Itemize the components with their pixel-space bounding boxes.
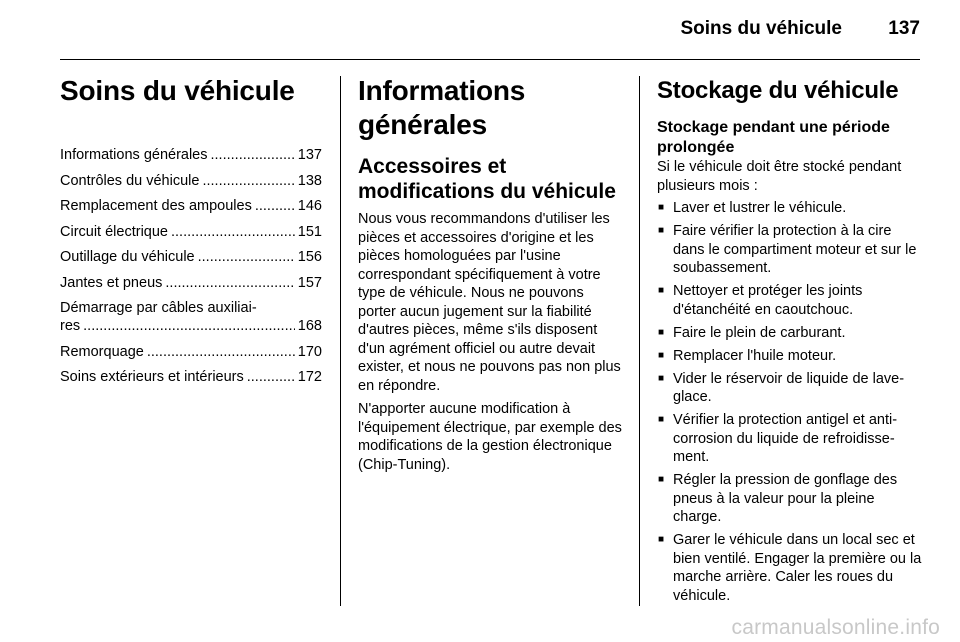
watermark: carmanualsonline.info <box>731 616 940 639</box>
toc-item[interactable]: Outillage du véhicule ..... 156 <box>60 248 322 266</box>
toc-item[interactable]: Informations générales ..... 137 <box>60 146 322 164</box>
list-item: ■ Faire vérifier la protection à la cire dans le compartiment moteur et sur le soubassement. <box>657 222 922 278</box>
list-item: ■ Remplacer l'huile moteur. <box>657 347 922 366</box>
list-item: ■ Vider le réservoir de liquide de lave-glace. <box>657 370 922 407</box>
toc-item[interactable]: Jantes et pneus ..... 157 <box>60 274 322 292</box>
storage-column <box>657 74 922 610</box>
column-divider-1 <box>340 76 341 606</box>
toc-item[interactable]: Soins extérieurs et intérieurs ..... 172 <box>60 368 322 386</box>
header-rule <box>60 59 920 60</box>
header-title: Soins du véhicule <box>680 18 842 39</box>
paragraph: N'apporter aucune modification à l'équipement électrique, par exemple des modifications de la gestion électronique (Chip-Tuning). <box>358 401 622 473</box>
toc-list <box>60 146 322 386</box>
storage-checklist <box>657 199 922 605</box>
toc-item[interactable]: Contrôles du véhicule ..... 138 <box>60 172 322 190</box>
list-item: ■ Nettoyer et protéger les joints d'étanchéité en caoutchouc. <box>657 282 922 319</box>
list-item: ■ Régler la pression de gonflage des pneus à la valeur pour la pleine charge. <box>657 471 922 527</box>
list-item: ■ Laver et lustrer le véhicule. <box>657 199 922 218</box>
column-divider-2 <box>639 76 640 606</box>
chapter-toc-column <box>60 74 322 394</box>
page-number: 137 <box>888 18 920 39</box>
toc-item[interactable]: Remorquage ..... 170 <box>60 343 322 361</box>
list-item: ■ Vérifier la protection antigel et anti-corrosion du liquide de refroidisse-ment. <box>657 411 922 467</box>
section-title: Informations générales <box>358 75 526 140</box>
section-subtitle: Stockage pendant une période prolongée <box>657 119 890 156</box>
general-info-column <box>358 74 622 479</box>
section-subtitle: Accessoires et modifications du véhicule <box>358 155 616 203</box>
paragraph: Si le véhicule doit être stocké pendant plusieurs mois : <box>657 159 902 194</box>
section-title: Stockage du véhicule <box>657 77 899 104</box>
list-item: ■ Garer le véhicule dans un local sec et bien ventilé. Engager la première ou la marche arrière. Caler les roues du véhicule. <box>657 531 922 605</box>
toc-item[interactable]: Remplacement des ampoules ..... 146 <box>60 197 322 215</box>
list-item: ■ Faire le plein de carburant. <box>657 324 922 343</box>
chapter-title: Soins du véhicule <box>60 75 295 106</box>
toc-item[interactable]: Circuit électrique ..... 151 <box>60 223 322 241</box>
paragraph: Nous vous recommandons d'utiliser les pièces et accessoires d'origine et les pièces homologuées par l'usine correspondant spécifiquement à votre type de véhicule. Nous ne pouvons porter aucun jugement sur la fiabilité d'autres pièces, même s'ils disposent d'un agrément officiel ou autre devait exister, et nous ne pouvons pas non plus en répondre. <box>358 211 621 394</box>
toc-item[interactable]: Démarrage par câbles auxiliai- res ..... 168 <box>60 299 322 335</box>
